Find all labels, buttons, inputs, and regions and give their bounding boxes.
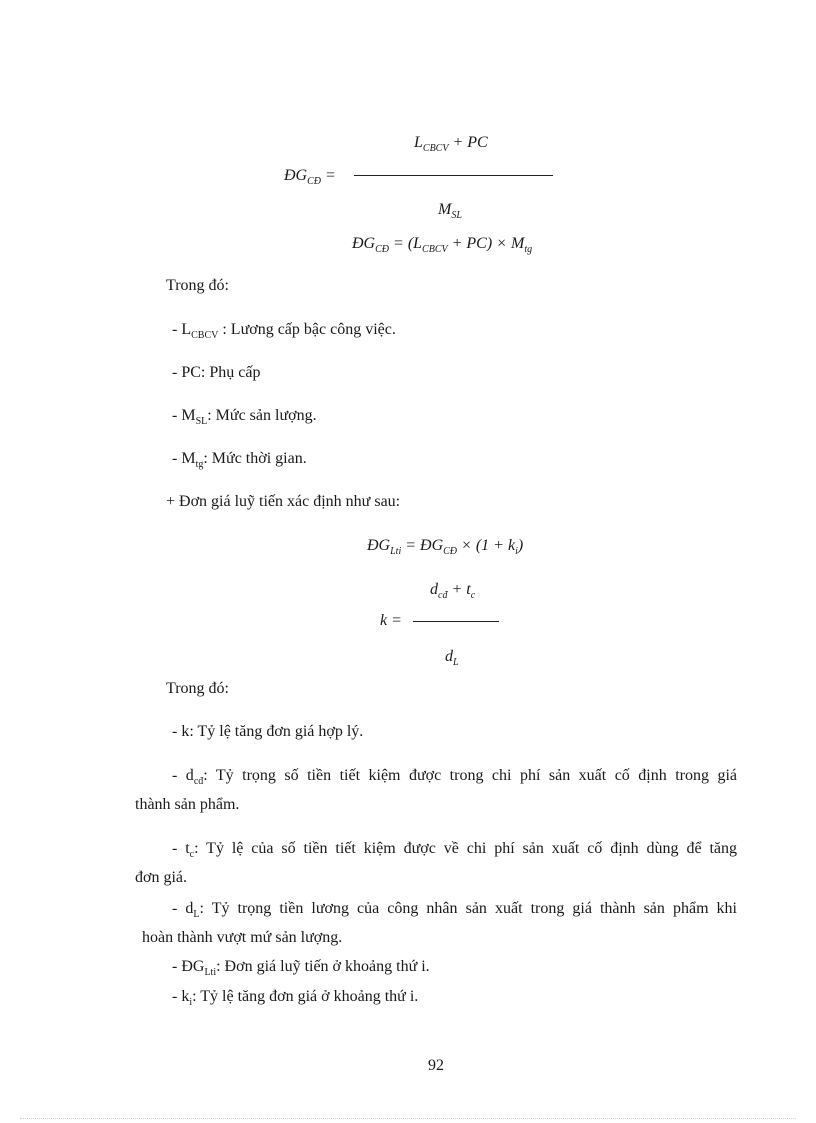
formula1-fraction-bar: [354, 175, 553, 176]
def-lcbcv: - $L_{CBCV}$ : Lương cấp bậc công việc.: [172, 321, 396, 341]
def-k: - k: Tỷ lệ tăng đơn giá hợp lý.: [172, 723, 364, 740]
where-label-2: Trong đó:: [166, 680, 229, 697]
def-pc: - PC: Phụ cấp: [172, 364, 261, 381]
formula4-numerator: $d_{cđ} + t_c$: [430, 581, 476, 601]
formula4-lhs: k =: [380, 612, 402, 629]
formula1-numerator: $L_{CBCV}$ + PC: [414, 134, 488, 154]
def-tc-line2: đơn giá.: [135, 869, 188, 886]
page-bottom-divider: [20, 1118, 796, 1119]
formula4-fraction-bar: [413, 621, 499, 622]
formula1-lhs: $ĐG_{CĐ}$ =: [284, 167, 336, 187]
formula1-denominator: $M_{SL}$: [438, 201, 462, 221]
formula2: $ĐG_{CĐ} = (L_{CBCV} + PC) \times M_{tg}$: [352, 235, 533, 255]
page-number: 92: [428, 1057, 444, 1074]
def-mtg: - $M_{tg}$: Mức thời gian.: [172, 450, 307, 470]
def-dcd-line1: - $d_{cđ}$: Tỷ trọng số tiền tiết kiệm được trong chi phí sản xuất cố định trong giá: [172, 767, 738, 787]
def-msl: - $M_{SL}$: Mức sản lượng.: [172, 407, 317, 427]
def-dcd-line2: thành sản phẩm.: [135, 796, 240, 813]
def-dl-line1: - $d_L$: Tỷ trọng tiền lương của công nhân sản xuất trong giá thành sản phẩm khi: [172, 900, 738, 920]
progressive-heading: + Đơn giá luỹ tiến xác định như sau:: [166, 493, 401, 510]
formula4-denominator: $d_L$: [445, 648, 459, 668]
def-dglti: - $ĐG_{Lti}$: Đơn giá luỹ tiến ở khoảng thứ i.: [172, 958, 430, 978]
def-ki: - $k_i$: Tỷ lệ tăng đơn giá ở khoảng thứ i.: [172, 988, 419, 1008]
where-label-1: Trong đó:: [166, 277, 229, 294]
def-tc-line1: - $t_c$: Tỷ lệ của số tiền tiết kiệm được về chi phí sản xuất cố định dùng để tăng: [172, 840, 737, 860]
def-dl-line2: hoàn thành vượt mứ sản lượng.: [142, 929, 343, 946]
formula3: $ĐG_{Lti}$ = $ĐG_{CĐ} \times (1 + k_i)$: [367, 537, 524, 557]
